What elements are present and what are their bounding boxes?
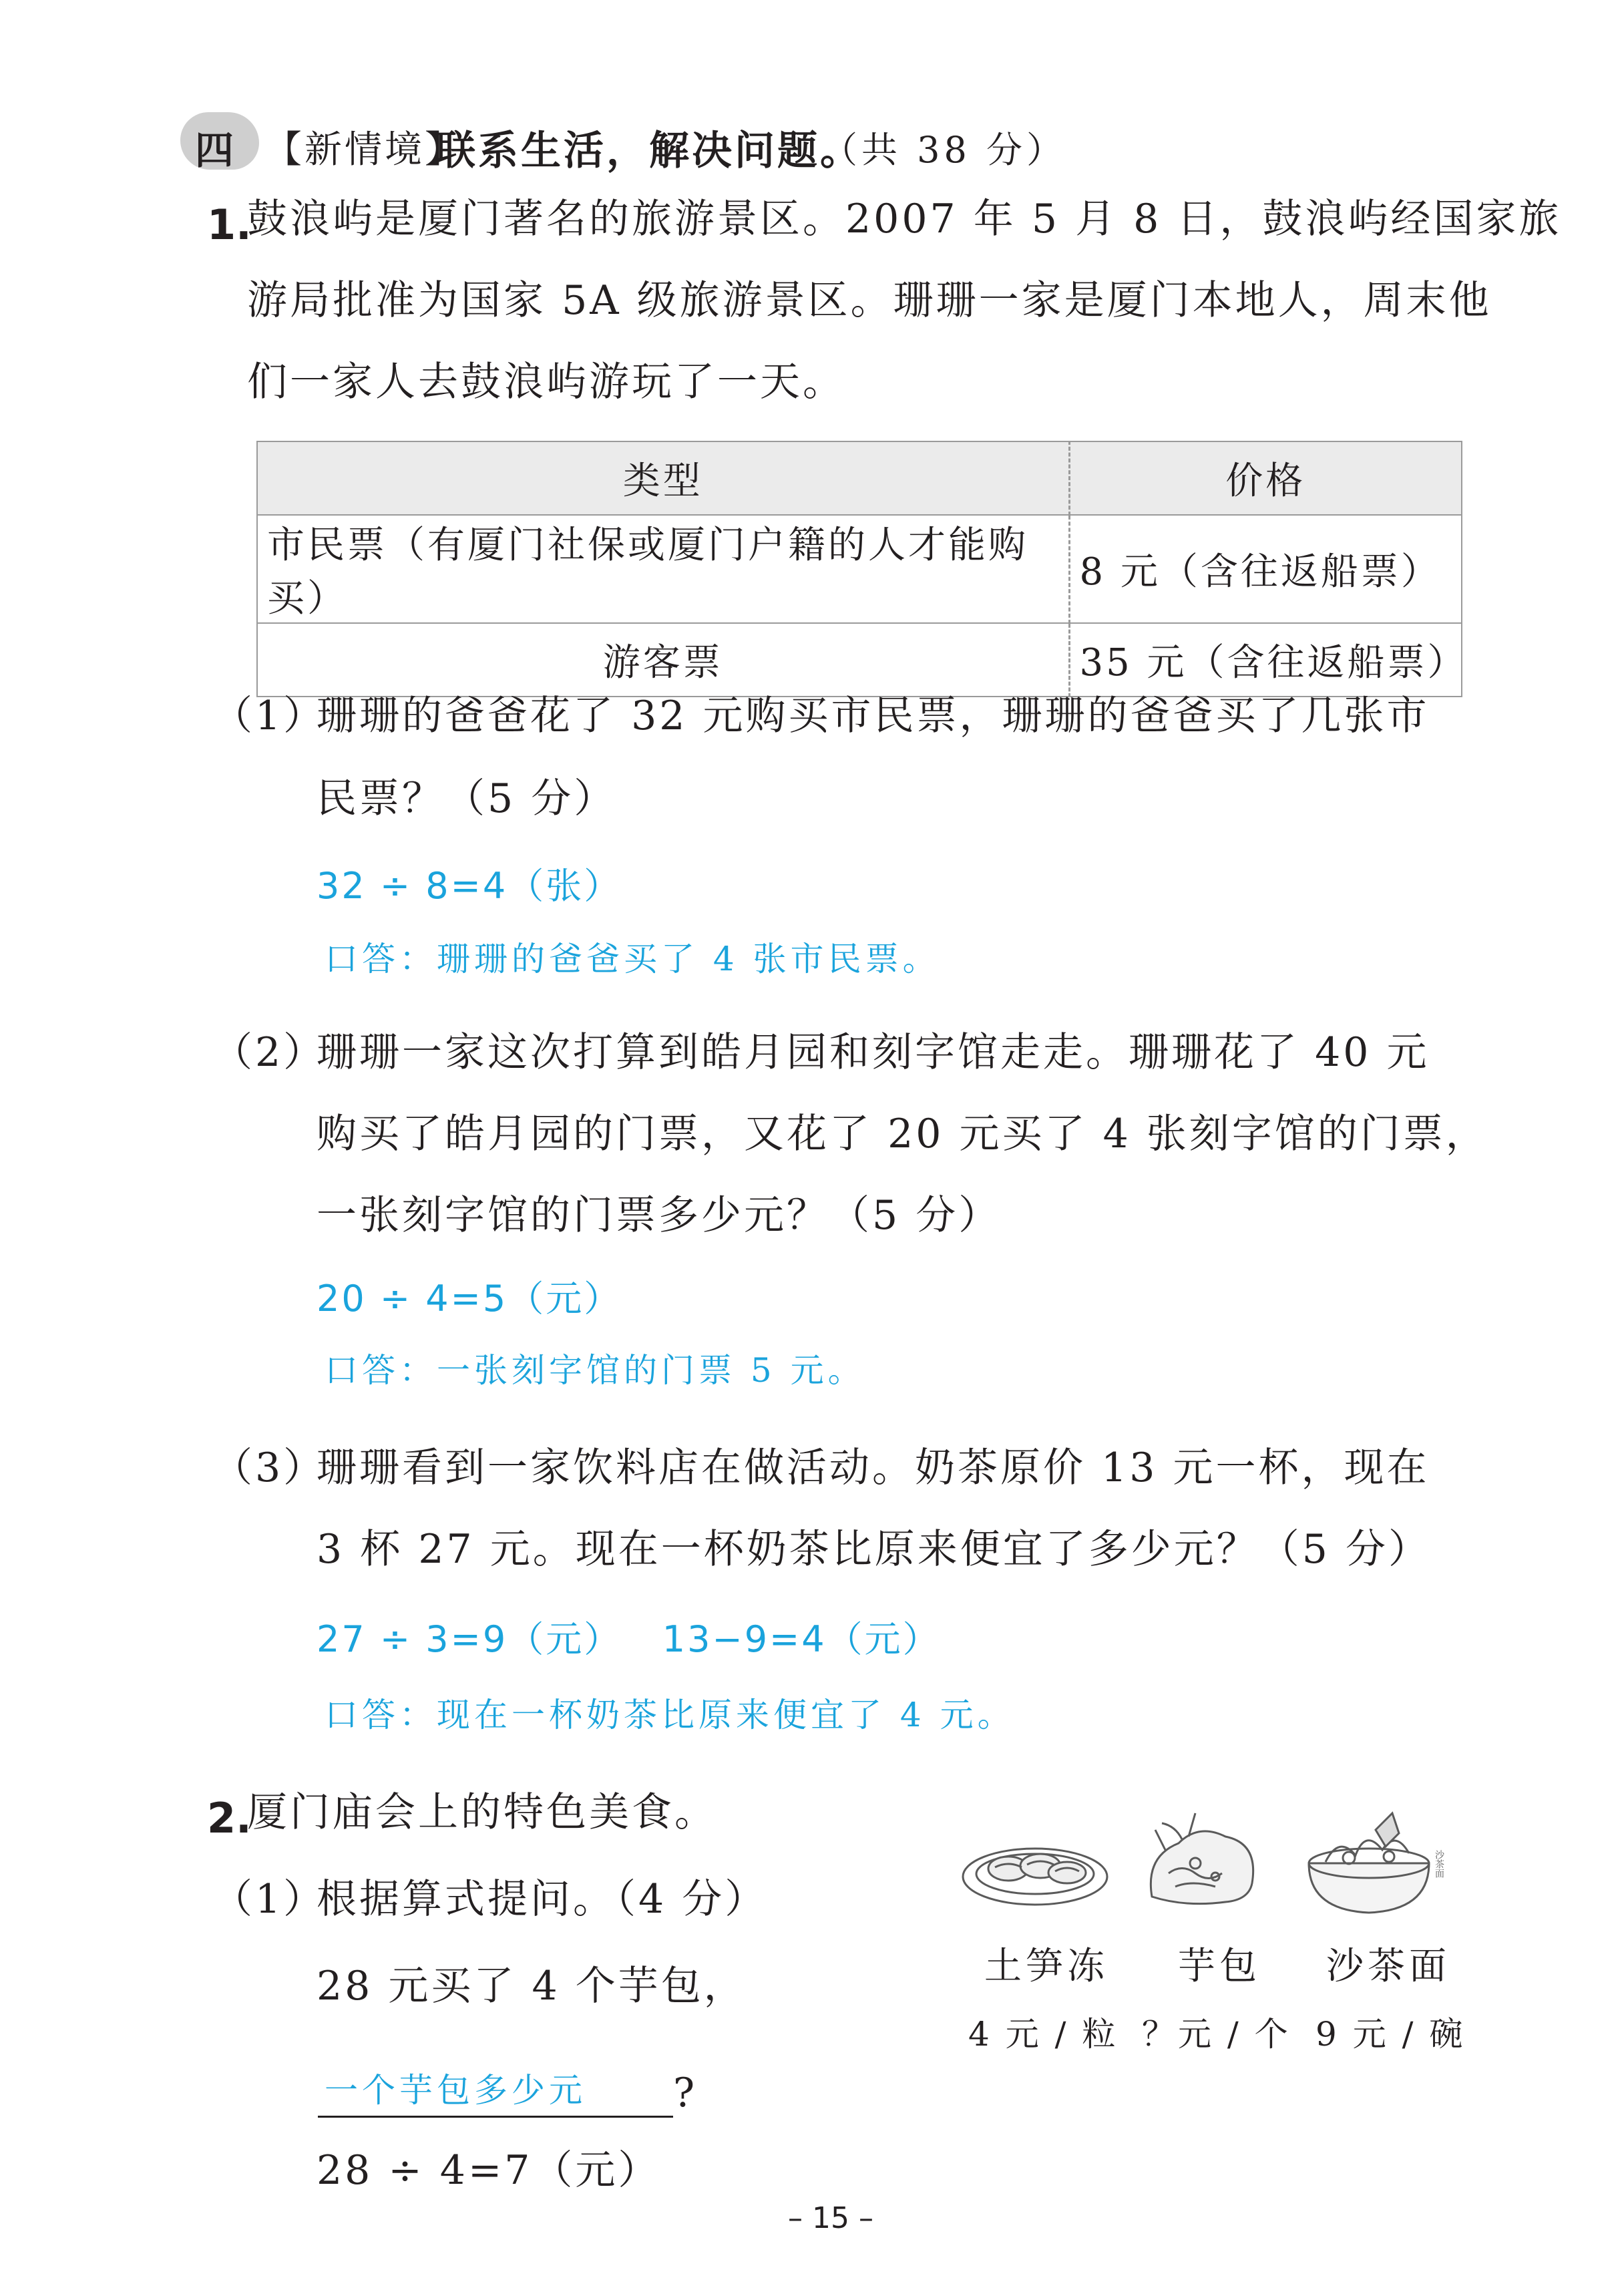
q1-part2-line-2: 购买了皓月园的门票，又花了 20 元买了 4 张刻字馆的门票，	[317, 1111, 1488, 1157]
page-number: – 15 –	[788, 2201, 873, 2235]
answer-blank-line	[318, 2116, 673, 2118]
table-row	[257, 623, 1462, 697]
q1-part2-line-3: 一张刻字馆的门票多少元？（5 分）	[317, 1192, 1002, 1239]
q1-part3-line-2: 3 杯 27 元。现在一杯奶茶比原来便宜了多少元？（5 分）	[317, 1526, 1431, 1573]
q1-text-line-3: 们一家人去鼓浪屿游玩了一天。	[247, 359, 845, 405]
q2-number: 2.	[207, 1794, 252, 1843]
table-header-row	[257, 441, 1462, 515]
table-header-price: 价格	[1069, 441, 1462, 515]
food-price-1: 4 元 / 粒	[968, 2015, 1119, 2054]
q1-part1-reply: 口答：珊珊的爸爸买了 4 张市民票。	[325, 940, 940, 978]
q1-text-line-2: 游局批准为国家 5A 级旅游景区。珊珊一家是厦门本地人，周末他	[247, 277, 1492, 324]
q1-part3-answer: 27 ÷ 3=9（元） 13−9=4（元）	[317, 1618, 941, 1660]
q2-part1-label: （1）	[212, 1876, 327, 1923]
q1-part1-answer: 32 ÷ 8=4（张）	[317, 865, 622, 907]
q2-title: 厦门庙会上的特色美食。	[247, 1789, 717, 1836]
q1-part1-line-1: 珊珊的爸爸花了 32 元购买市民票，珊珊的爸爸买了几张市	[317, 693, 1430, 739]
q2-part1-question-mark: ?	[673, 2070, 698, 2116]
section-number: 四	[195, 128, 234, 173]
q1-part3-reply: 口答：现在一杯奶茶比原来便宜了 4 元。	[325, 1696, 1015, 1734]
food-illustrations	[962, 1810, 1469, 1917]
section-score: （共 38 分）	[821, 129, 1067, 171]
section-number-badge	[180, 112, 259, 173]
food-name-1: 土笋冻	[984, 1945, 1108, 1988]
food-name-2: 芋包	[1178, 1945, 1261, 1988]
table-cell-type: 市民票（有厦门社保或厦门户籍的人才能购买）	[257, 515, 1069, 623]
q1-part3-line-1: 珊珊看到一家饮料店在做活动。奶茶原价 13 元一杯，现在	[317, 1445, 1430, 1491]
q1-part1-label: （1）	[212, 693, 327, 739]
q2-part1-text: 根据算式提问。（4 分）	[317, 1876, 768, 1923]
q2-part1-formula: 28 ÷ 4=7（元）	[317, 2147, 661, 2194]
q1-part2-label: （2）	[212, 1029, 327, 1076]
food-price-2: ？元 / 个	[1142, 2015, 1291, 2054]
q1-number: 1.	[207, 200, 252, 249]
table-cell-price: 8 元（含往返船票）	[1069, 515, 1462, 623]
section-tag: 【新情境】	[264, 128, 465, 172]
q2-part1-blank-answer: 一个芋包多少元	[325, 2071, 586, 2110]
food-name-3: 沙茶面	[1326, 1945, 1450, 1988]
table-cell-price: 35 元（含往返船票）	[1069, 623, 1462, 697]
bowl-caption: 沙茶面	[1434, 1850, 1444, 1878]
q1-part2-reply: 口答：一张刻字馆的门票 5 元。	[325, 1351, 865, 1390]
table-row	[257, 515, 1462, 623]
section-title: 联系生活，解决问题。	[435, 128, 863, 174]
q1-part3-label: （3）	[212, 1445, 327, 1491]
q1-text-line-1: 鼓浪屿是厦门著名的旅游景区。2007 年 5 月 8 日，鼓浪屿经国家旅	[247, 196, 1562, 242]
taro-bun-icon	[1151, 1813, 1253, 1904]
food-price-3: 9 元 / 碗	[1315, 2015, 1466, 2054]
q1-part2-answer: 20 ÷ 4=5（元）	[317, 1278, 622, 1320]
q1-part2-line-1: 珊珊一家这次打算到皓月园和刻字馆走走。珊珊花了 40 元	[317, 1029, 1430, 1076]
dish-plate-icon	[963, 1849, 1107, 1905]
table-header-type: 类型	[257, 441, 1069, 515]
noodle-bowl-icon	[1309, 1813, 1429, 1913]
table-cell-type: 游客票	[257, 623, 1069, 697]
ticket-price-table	[256, 441, 1468, 697]
q2-part1-given: 28 元买了 4 个芋包，	[317, 1963, 747, 2010]
q1-part1-line-2: 民票？（5 分）	[317, 775, 617, 822]
